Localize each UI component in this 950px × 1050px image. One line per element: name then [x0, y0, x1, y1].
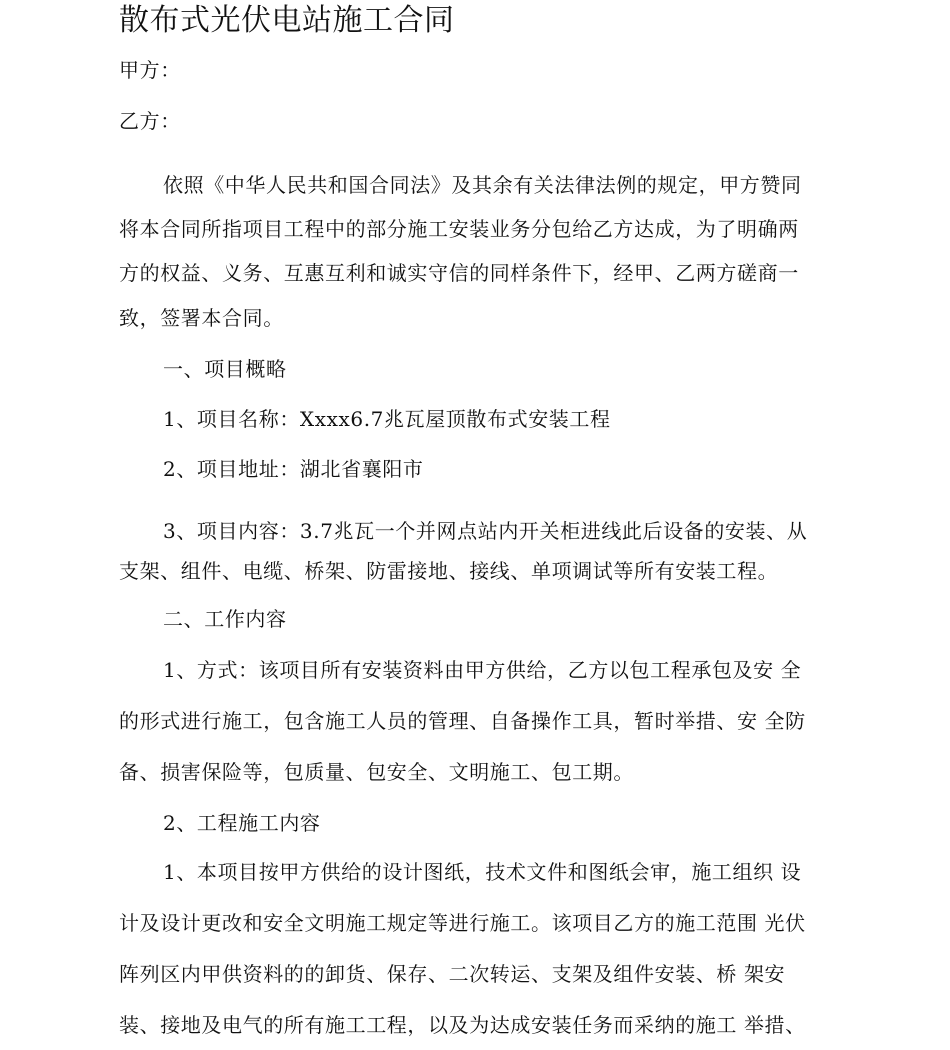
- section-heading: 一、项目概略: [163, 357, 287, 381]
- section-heading: 二、工作内容: [163, 607, 287, 631]
- clause-line: 1、本项目按甲方供给的设计图纸，技术文件和图纸会审，施工组织 设: [163, 860, 802, 884]
- clause-line: 计及设计更改和安全文明施工规定等进行施工。该项目乙方的施工范围 光伏: [119, 911, 806, 935]
- subsection-heading: 2、工程施工内容: [163, 811, 321, 835]
- clause-line: 3、项目内容：3.7兆瓦一个并网点站内开关柜进线此后设备的安装、从: [163, 519, 808, 543]
- preamble-line: 致，签署本合同。: [119, 306, 284, 330]
- clause-line: 1、项目名称：Xxxx6.7兆瓦屋顶散布式安装工程: [163, 407, 611, 431]
- clause-line: 装、接地及电气的所有施工工程，以及为达成安装任务而采纳的施工 举措、: [119, 1013, 806, 1037]
- preamble-line: 依照《中华人民共和国合同法》及其余有关法律法例的规定，甲方赞同: [163, 173, 802, 197]
- clause-line: 备、损害保险等，包质量、包安全、文明施工、包工期。: [119, 760, 634, 784]
- clause-line: 的形式进行施工，包含施工人员的管理、自备操作工具，暂时举措、安 全防: [119, 709, 806, 733]
- preamble-line: 方的权益、义务、互惠互利和诚实守信的同样条件下，经甲、乙两方磋商一: [119, 261, 799, 285]
- clause-line: 2、项目地址：湖北省襄阳市: [163, 457, 424, 481]
- clause-line: 阵列区内甲供资料的的卸货、保存、二次转运、支架及组件安装、桥 架安: [119, 962, 786, 986]
- clause-line: 1、方式：该项目所有安装资料由甲方供给，乙方以包工程承包及安 全: [163, 658, 802, 682]
- clause-line: 支架、组件、电缆、桥架、防雷接地、接线、单项调试等所有安装工程。: [119, 559, 779, 583]
- party-b-label: 乙方：: [119, 109, 181, 133]
- document-title: 散布式光伏电站施工合同: [119, 3, 455, 38]
- party-a-label: 甲方：: [119, 58, 181, 82]
- preamble-line: 将本合同所指项目工程中的部分施工安装业务分包给乙方达成，为了明确两: [119, 217, 799, 241]
